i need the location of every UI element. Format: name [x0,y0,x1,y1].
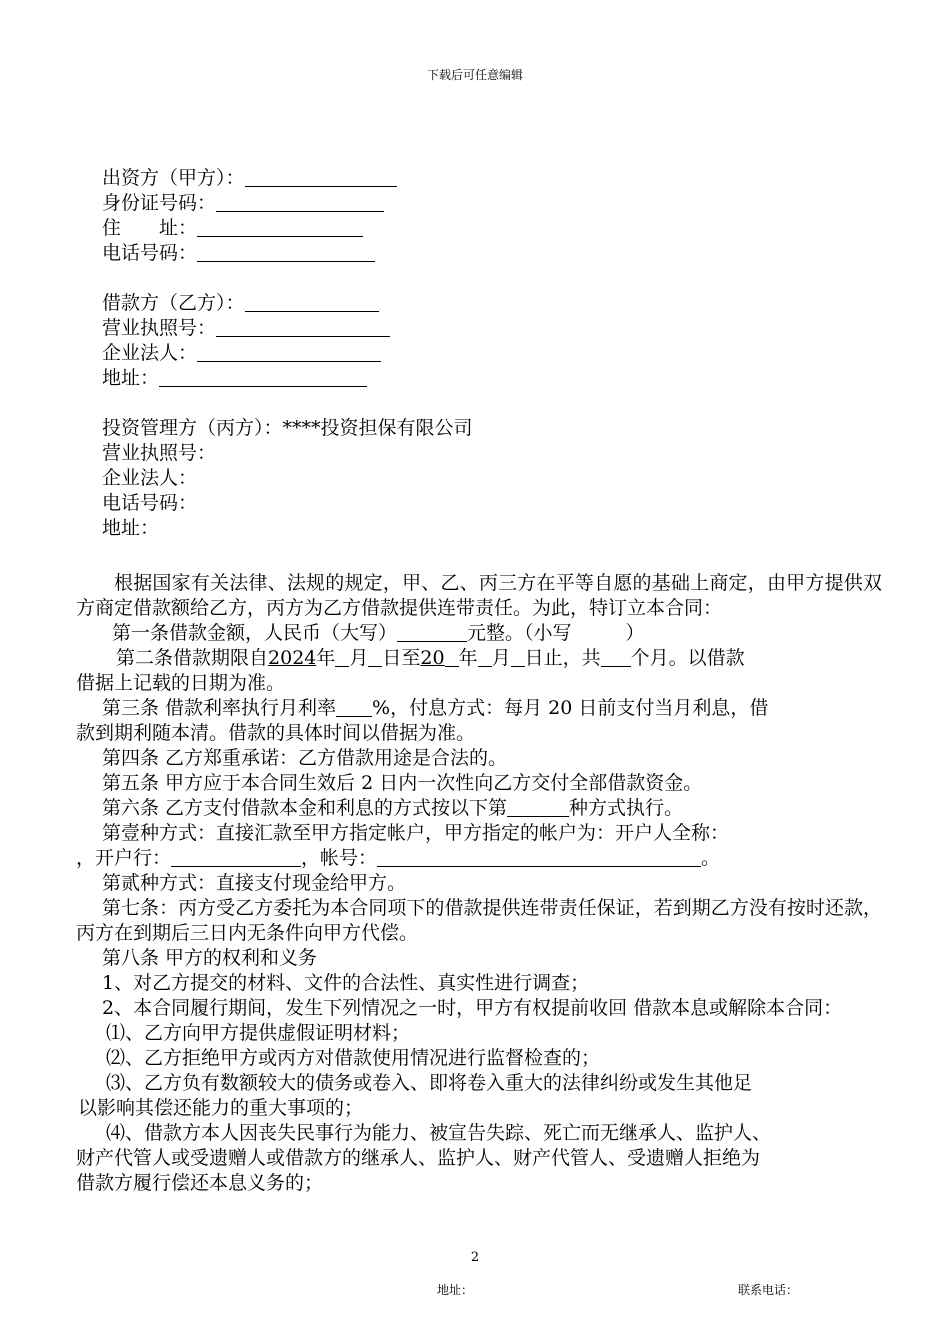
article-1-text: 第一条借款金额，人民币（大写） [112,622,398,644]
intro-paragraph: 根据国家有关法律、法规的规定，甲、乙、丙三方在平等自愿的基础上商定，由甲方提供双方商定借款额给乙方，丙方为乙方借款提供连带责任。为此，特订立本合同： [76,572,882,619]
end-day-blank [511,647,525,667]
bank-blank [171,847,301,867]
article-3-line2: 款到期利随本清。借款的具体时间以借据为准。 [76,722,476,744]
start-year: 2024 [268,647,317,669]
sub-item-3-line1: ⑶、乙方负有数额较大的债务或卷入、即将卷入重大的法律纠纷或发生其他足 [106,1072,753,1094]
amount-words-blank [397,622,467,642]
way-1: 第壹种方式：直接汇款至甲方指定帐户，甲方指定的帐户为：开户人全称： [102,822,730,844]
article-2-month-label: 月 [349,647,369,669]
article-1-text-c: ） [625,622,645,644]
item-2: 2、本合同履行期间，发生下列情况之一时，甲方有权提前收回 借款本息或解除本合同： [102,997,843,1019]
sub-item-4-line2: 财产代管人或受遗赠人或借款方的继承人、监护人、财产代管人、受遗赠人拒绝为 [76,1147,761,1169]
end-month-blank [478,647,492,667]
party-a-address-label: 住 址： [102,217,198,239]
way-1-period: 。 [701,847,721,869]
sub-item-2: ⑵、乙方拒绝甲方或丙方对借款使用情况进行监督检查的； [106,1047,601,1069]
article-4: 第四条 乙方郑重承诺：乙方借款用途是合法的。 [102,747,508,769]
header-note: 下载后可任意编辑 [426,68,523,82]
party-b-name-label: 借款方（乙方）： [102,292,245,314]
months-blank [601,647,631,667]
article-2-line2: 借据上记载的日期为准。 [76,672,286,694]
party-c-name-line: 投资管理方（丙方）：****投资担保有限公司 [102,417,473,439]
party-b-license-line [76,316,882,341]
party-a-name-blank [245,167,397,187]
article-3 [76,696,882,721]
party-a-name-label: 出资方（甲方）： [102,167,245,189]
start-month-blank [335,647,349,667]
way-2: 第贰种方式：直接支付现金给甲方。 [102,872,407,894]
party-c-phone-line: 电话号码： [102,492,198,514]
bank-label: ，开户行： [76,847,172,869]
article-6 [76,796,882,821]
end-year-blank [445,647,459,667]
party-a-phone-line [76,241,882,266]
article-2-to-label: 日至 [382,647,421,669]
article-2-year-label: 年 [316,647,336,669]
account-blank [377,847,701,867]
party-a-id-blank [216,192,384,212]
sub-item-4-line3: 借款方履行偿还本息义务的； [76,1172,324,1194]
footer-address-label: 地址： [437,1283,474,1297]
account-label: ，帐号： [301,847,378,869]
party-c-legal-line: 企业法人： [102,467,198,489]
article-2-text: 第二条借款期限自 [116,647,269,669]
contract-body [76,166,882,1196]
party-b-address-label: 地址： [102,367,160,389]
article-6-text: 第六条 乙方支付借款本金和利息的方式按以下第 [102,797,508,819]
article-2-tail: 个月。以借款 [630,647,745,669]
article-7: 第七条：丙方受乙方委托为本合同项下的借款提供连带责任保证，若到期乙方没有按时还款，丙方在到期后三日内无条件向甲方代偿。 [76,897,882,944]
party-a-address-line [76,216,882,241]
sub-item-1: ⑴、乙方向甲方提供虚假证明材料； [106,1022,411,1044]
article-5: 第五条 甲方应于本合同生效后 2 日内一次性向乙方交付全部借款资金。 [102,772,703,794]
article-6-text-b: 种方式执行。 [569,797,684,819]
party-b-name-line [76,291,882,316]
article-2-month-label-2: 月 [491,647,511,669]
page-number: 2 [470,1250,480,1265]
party-a-id-line [76,191,882,216]
party-b-name-blank [245,292,379,312]
party-a-address-blank [197,217,363,237]
party-b-legal-line [76,341,882,366]
item-1: 1、对乙方提交的材料、文件的合法性、真实性进行调查； [102,972,590,994]
article-2 [76,646,882,671]
party-b-license-label: 营业执照号： [102,317,217,339]
interest-rate-blank [336,697,372,717]
article-1 [76,621,882,646]
party-a-id-label: 身份证号码： [102,192,217,214]
party-b-legal-label: 企业法人： [102,342,198,364]
party-b-license-blank [216,317,390,337]
party-b-legal-blank [197,342,381,362]
party-a-phone-label: 电话号码： [102,242,198,264]
footer-contact-label: 联系电话： [738,1283,799,1297]
sub-item-4-line1: ⑷、借款方本人因丧失民事行为能力、被宣告失踪、死亡而无继承人、监护人、 [106,1122,772,1144]
party-c-address-line: 地址： [102,517,160,539]
article-2-year-label-2: 年 [458,647,478,669]
sub-item-3-line2: 以影响其偿还能力的重大事项的； [78,1097,364,1119]
article-3-text-b: %，付息方式：每月 20 日前支付当月利息，借 [372,697,769,719]
way-1-line2 [76,846,882,871]
party-b-address-line [76,366,882,391]
article-2-total-label: 日止，共 [524,647,601,669]
article-1-text-b: 元整。（小写 [467,622,572,644]
party-b-address-blank [159,367,367,387]
article-3-text: 第三条 借款利率执行月利率 [102,697,337,719]
article-8: 第八条 甲方的权利和义务 [102,947,318,969]
end-year: 20 [420,647,445,669]
payment-way-blank [507,797,569,817]
party-a-phone-blank [197,242,375,262]
party-a-name-line [76,166,882,191]
party-c-license-line: 营业执照号： [102,442,217,464]
start-day-blank [368,647,382,667]
